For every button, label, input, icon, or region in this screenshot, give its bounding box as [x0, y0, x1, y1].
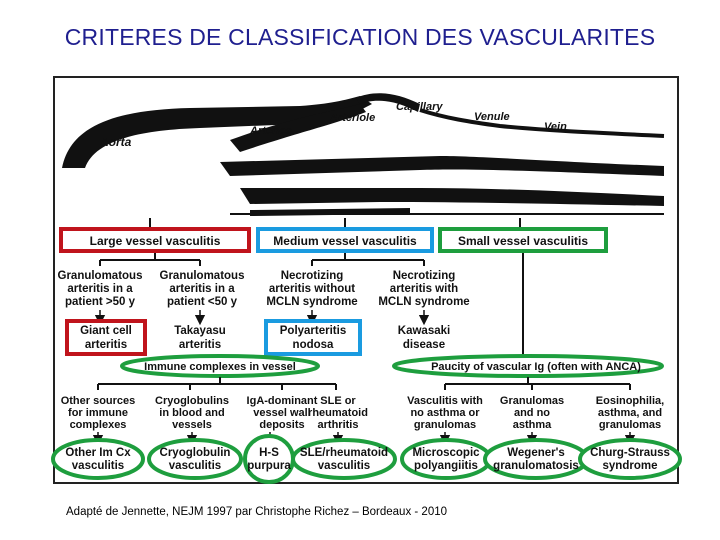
vessel-label-venule: Venule — [474, 111, 510, 123]
criteria-eosinophilia: Eosinophilia, asthma, and granulomas — [595, 395, 665, 431]
aorta-shape — [62, 96, 372, 168]
other-im-label: Other Im Cx vasculitis — [65, 447, 131, 472]
branch-lines-bottom — [98, 377, 630, 390]
wegener-label: Wegener's granulomatosis — [493, 447, 579, 472]
immune-complexes-label: Immune complexes in vessel — [144, 361, 296, 373]
credit-text: Adapté de Jennette, NEJM 1997 par Christophe Richez – Bordeaux - 2010 — [66, 506, 448, 518]
sle-rheum-oval — [293, 440, 395, 478]
kawasaki-label: Kawasaki disease — [397, 325, 451, 351]
small-vessel-label: Small vessel vasculitis — [457, 234, 589, 248]
criteria-small — [61, 395, 665, 431]
paucity-label: Paucity of vascular Ig (often with ANCA) — [431, 361, 641, 373]
large-vessel-label: Large vessel vasculitis — [89, 234, 221, 248]
vessel-label-arteriole: Arteriole — [330, 112, 376, 124]
vessel-label-capillary: Capillary — [396, 101, 443, 113]
criteria-large-b: Granulomatous arteritis in a patient <50 y — [159, 270, 245, 308]
page-title: CRITERES DE CLASSIFICATION DES VASCULARITES — [64, 24, 656, 50]
criteria-large-a: Granulomatous arteritis in a patient >50 y — [57, 270, 143, 308]
vessel-label-vein: Vein — [544, 121, 567, 133]
criteria-no-asthma: Vasculitis with no asthma or granulomas — [407, 395, 483, 431]
criteria-granulomas: Granulomas and no asthma — [499, 395, 565, 431]
wedge-upper — [220, 156, 664, 176]
criteria-iga: IgA-dominant vessel wall deposits — [246, 395, 318, 431]
microscopic-oval — [402, 440, 490, 478]
vessel-tree — [62, 93, 664, 216]
giant-cell-label: Giant cell arteritis — [80, 325, 132, 351]
capillary-shape — [420, 110, 664, 136]
hs-oval — [245, 436, 293, 482]
criteria-other-sources: Other sources for immune complexes — [60, 395, 136, 431]
vessel-label-aorta: Aorta — [100, 135, 132, 149]
criteria-cryo: Cryoglobulins in blood and vessels — [155, 395, 229, 431]
medium-vessel-label: Medium vessel vasculitis — [273, 234, 417, 248]
sle-rheum-label: SLE/rheumatoid vasculitis — [299, 447, 389, 472]
churg-label: Churg-Strauss syndrome — [590, 447, 670, 472]
criteria-medium-b: Necrotizing arteritis with MCLN syndrome — [378, 270, 470, 308]
other-im-oval — [53, 440, 143, 478]
wedge-middle — [240, 188, 664, 206]
criteria-sle: SLE or rheumatoid arthritis — [308, 395, 368, 431]
microscopic-label: Microscopic polyangiitis — [412, 447, 480, 472]
wegener-oval — [485, 440, 587, 478]
criteria-medium-a: Necrotizing arteritis without MCLN syndrome — [266, 270, 358, 308]
small-disease-ovals — [53, 436, 680, 482]
hs-label: H-S purpura — [247, 447, 291, 472]
churg-oval — [580, 440, 680, 478]
pan-label: Polyarteritis nodosa — [279, 325, 347, 351]
cryoglobulin-oval — [149, 440, 241, 478]
arrows-top — [100, 310, 424, 320]
criteria-top — [58, 270, 470, 308]
vessel-label-arteries: Arteries — [250, 125, 292, 137]
takayasu-label: Takayasu arteritis — [174, 325, 226, 351]
cryoglobulin-label: Cryoglobulin vasculitis — [159, 447, 231, 472]
